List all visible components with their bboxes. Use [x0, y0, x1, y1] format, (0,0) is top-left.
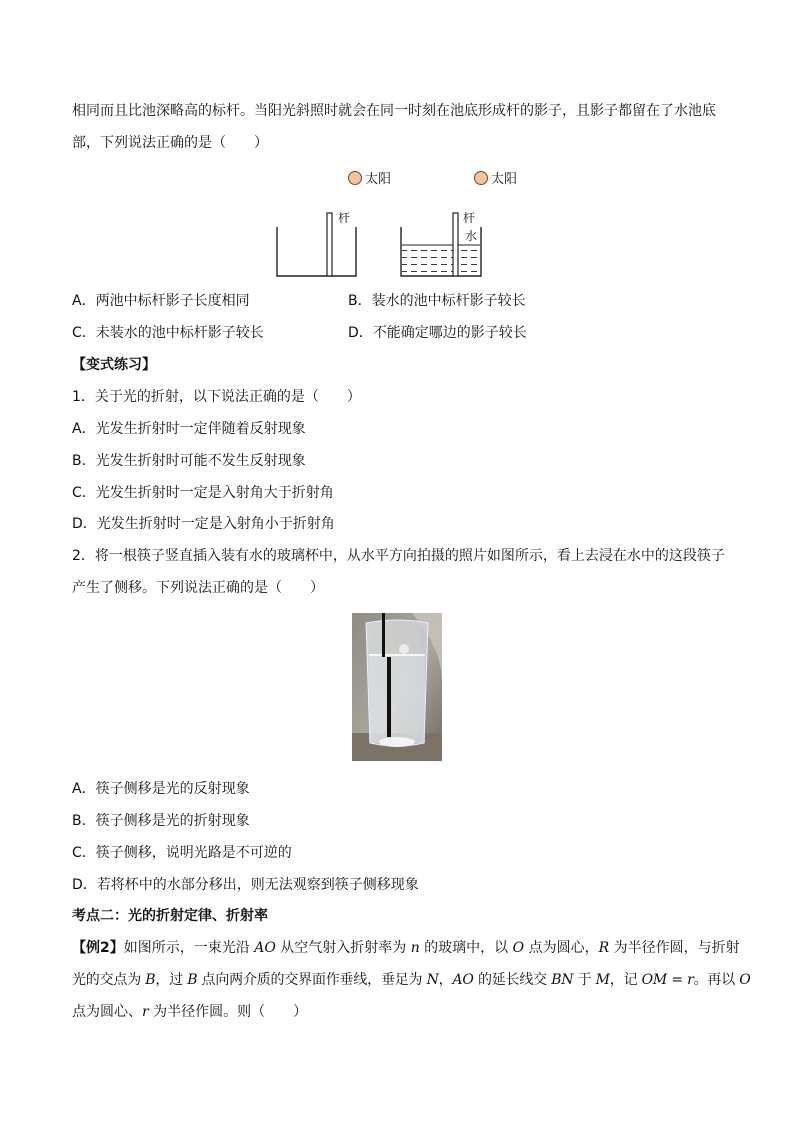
option-b: B．装水的池中标杆影子较长	[348, 293, 526, 309]
math-var: O	[739, 972, 751, 988]
q1-option-d: D．光发生折射时一定是入射角小于折射角	[72, 516, 335, 532]
text-run: 的玻璃中，以	[419, 940, 513, 956]
text-run: 点向两介质的交界面作垂线，垂足为	[197, 972, 427, 988]
math-var: R	[598, 940, 610, 956]
water-area	[402, 245, 480, 276]
math-var: AO	[254, 940, 276, 956]
sun-marker-left	[348, 168, 391, 187]
section-practice-heading: 【变式练习】	[72, 357, 156, 373]
text-run: 从空气射入折射率为	[275, 940, 411, 956]
q2-stem-line-1: 2．将一根筷子竖直插入装有水的玻璃杯中，从水平方向拍摄的照片如图所示，看上去浸在水中的这段筷子	[72, 548, 725, 564]
q1-stem: 1．关于光的折射，以下说法正确的是（ ）	[72, 389, 361, 405]
option-d: D．不能确定哪边的影子较长	[348, 325, 527, 341]
option-a: A．两池中标杆影子长度相同	[72, 293, 250, 309]
water-label: 水	[465, 229, 478, 243]
example2-line-3	[72, 1002, 307, 1022]
math-var: n	[410, 940, 420, 956]
sun-icon	[348, 171, 362, 185]
math-var: B	[187, 972, 198, 988]
sun-label-right: 太阳	[491, 172, 518, 187]
math-var: O	[512, 940, 525, 956]
q2-option-d: D．若将杯中的水部分移出，则无法观察到筷子侧移现象	[72, 877, 419, 893]
q2-stem-line-2: 产生了侧移。下列说法正确的是（ ）	[72, 580, 324, 596]
pole-left	[327, 213, 332, 276]
text-run: 于	[573, 972, 596, 988]
option-c: C．未装水的池中标杆影子较长	[72, 325, 264, 341]
text-run: 光的交点为	[72, 972, 146, 988]
math-var: OM	[641, 972, 668, 988]
text-run: =	[667, 972, 688, 988]
intro-line-1: 相同而且比池深略高的标杆。当阳光斜照时就会在同一时刻在池底形成杆的影子，且影子都留在了水池底	[72, 103, 716, 119]
text-run: 如图所示，一束光沿	[123, 940, 255, 956]
text-run: ，	[438, 972, 453, 988]
empty-pool	[277, 227, 356, 276]
example2-tag: 【例2】	[72, 940, 124, 956]
sun-marker-right	[474, 168, 517, 187]
math-var: M	[595, 972, 610, 988]
pole-label-left: 杆	[338, 211, 351, 225]
q1-option-c: C．光发生折射时一定是入射角大于折射角	[72, 485, 334, 501]
math-var: B	[145, 972, 156, 988]
pole-label-right: 杆	[463, 211, 476, 225]
intro-line-2: 部，下列说法正确的是（ ）	[72, 135, 268, 151]
example2-line-2	[72, 970, 751, 990]
q2-option-c: C．筷子侧移，说明光路是不可逆的	[72, 845, 292, 861]
math-var: N	[426, 972, 439, 988]
text-run: 为半径作圆。则（ ）	[148, 1004, 308, 1020]
glass-chopstick-photo	[352, 613, 442, 761]
example2-line-1	[72, 938, 740, 958]
sun-label-left: 太阳	[365, 172, 392, 187]
math-var: AO	[452, 972, 474, 988]
text-run: 为半径作圆，与折射	[609, 940, 740, 956]
q1-option-a: A．光发生折射时一定伴随着反射现象	[72, 421, 306, 437]
q2-option-a: A．筷子侧移是光的反射现象	[72, 781, 250, 797]
text-run: 的延长线交	[473, 972, 552, 988]
text-run: 。再以	[693, 972, 740, 988]
text-run: 点为圆心、	[72, 1004, 142, 1020]
q1-option-b: B．光发生折射时可能不发生反射现象	[72, 453, 306, 469]
topic-2-heading: 考点二：光的折射定律、折射率	[72, 908, 268, 924]
text-run: ，过	[155, 972, 188, 988]
math-var: BN	[551, 972, 574, 988]
pool-diagram	[270, 205, 490, 283]
sun-icon	[474, 171, 488, 185]
math-var: r	[687, 972, 694, 988]
text-run: 点为圆心，	[524, 940, 599, 956]
text-run: ，记	[609, 972, 642, 988]
q2-option-b: B．筷子侧移是光的折射现象	[72, 813, 250, 829]
pole-right	[453, 213, 458, 276]
math-var: r	[142, 1004, 149, 1020]
